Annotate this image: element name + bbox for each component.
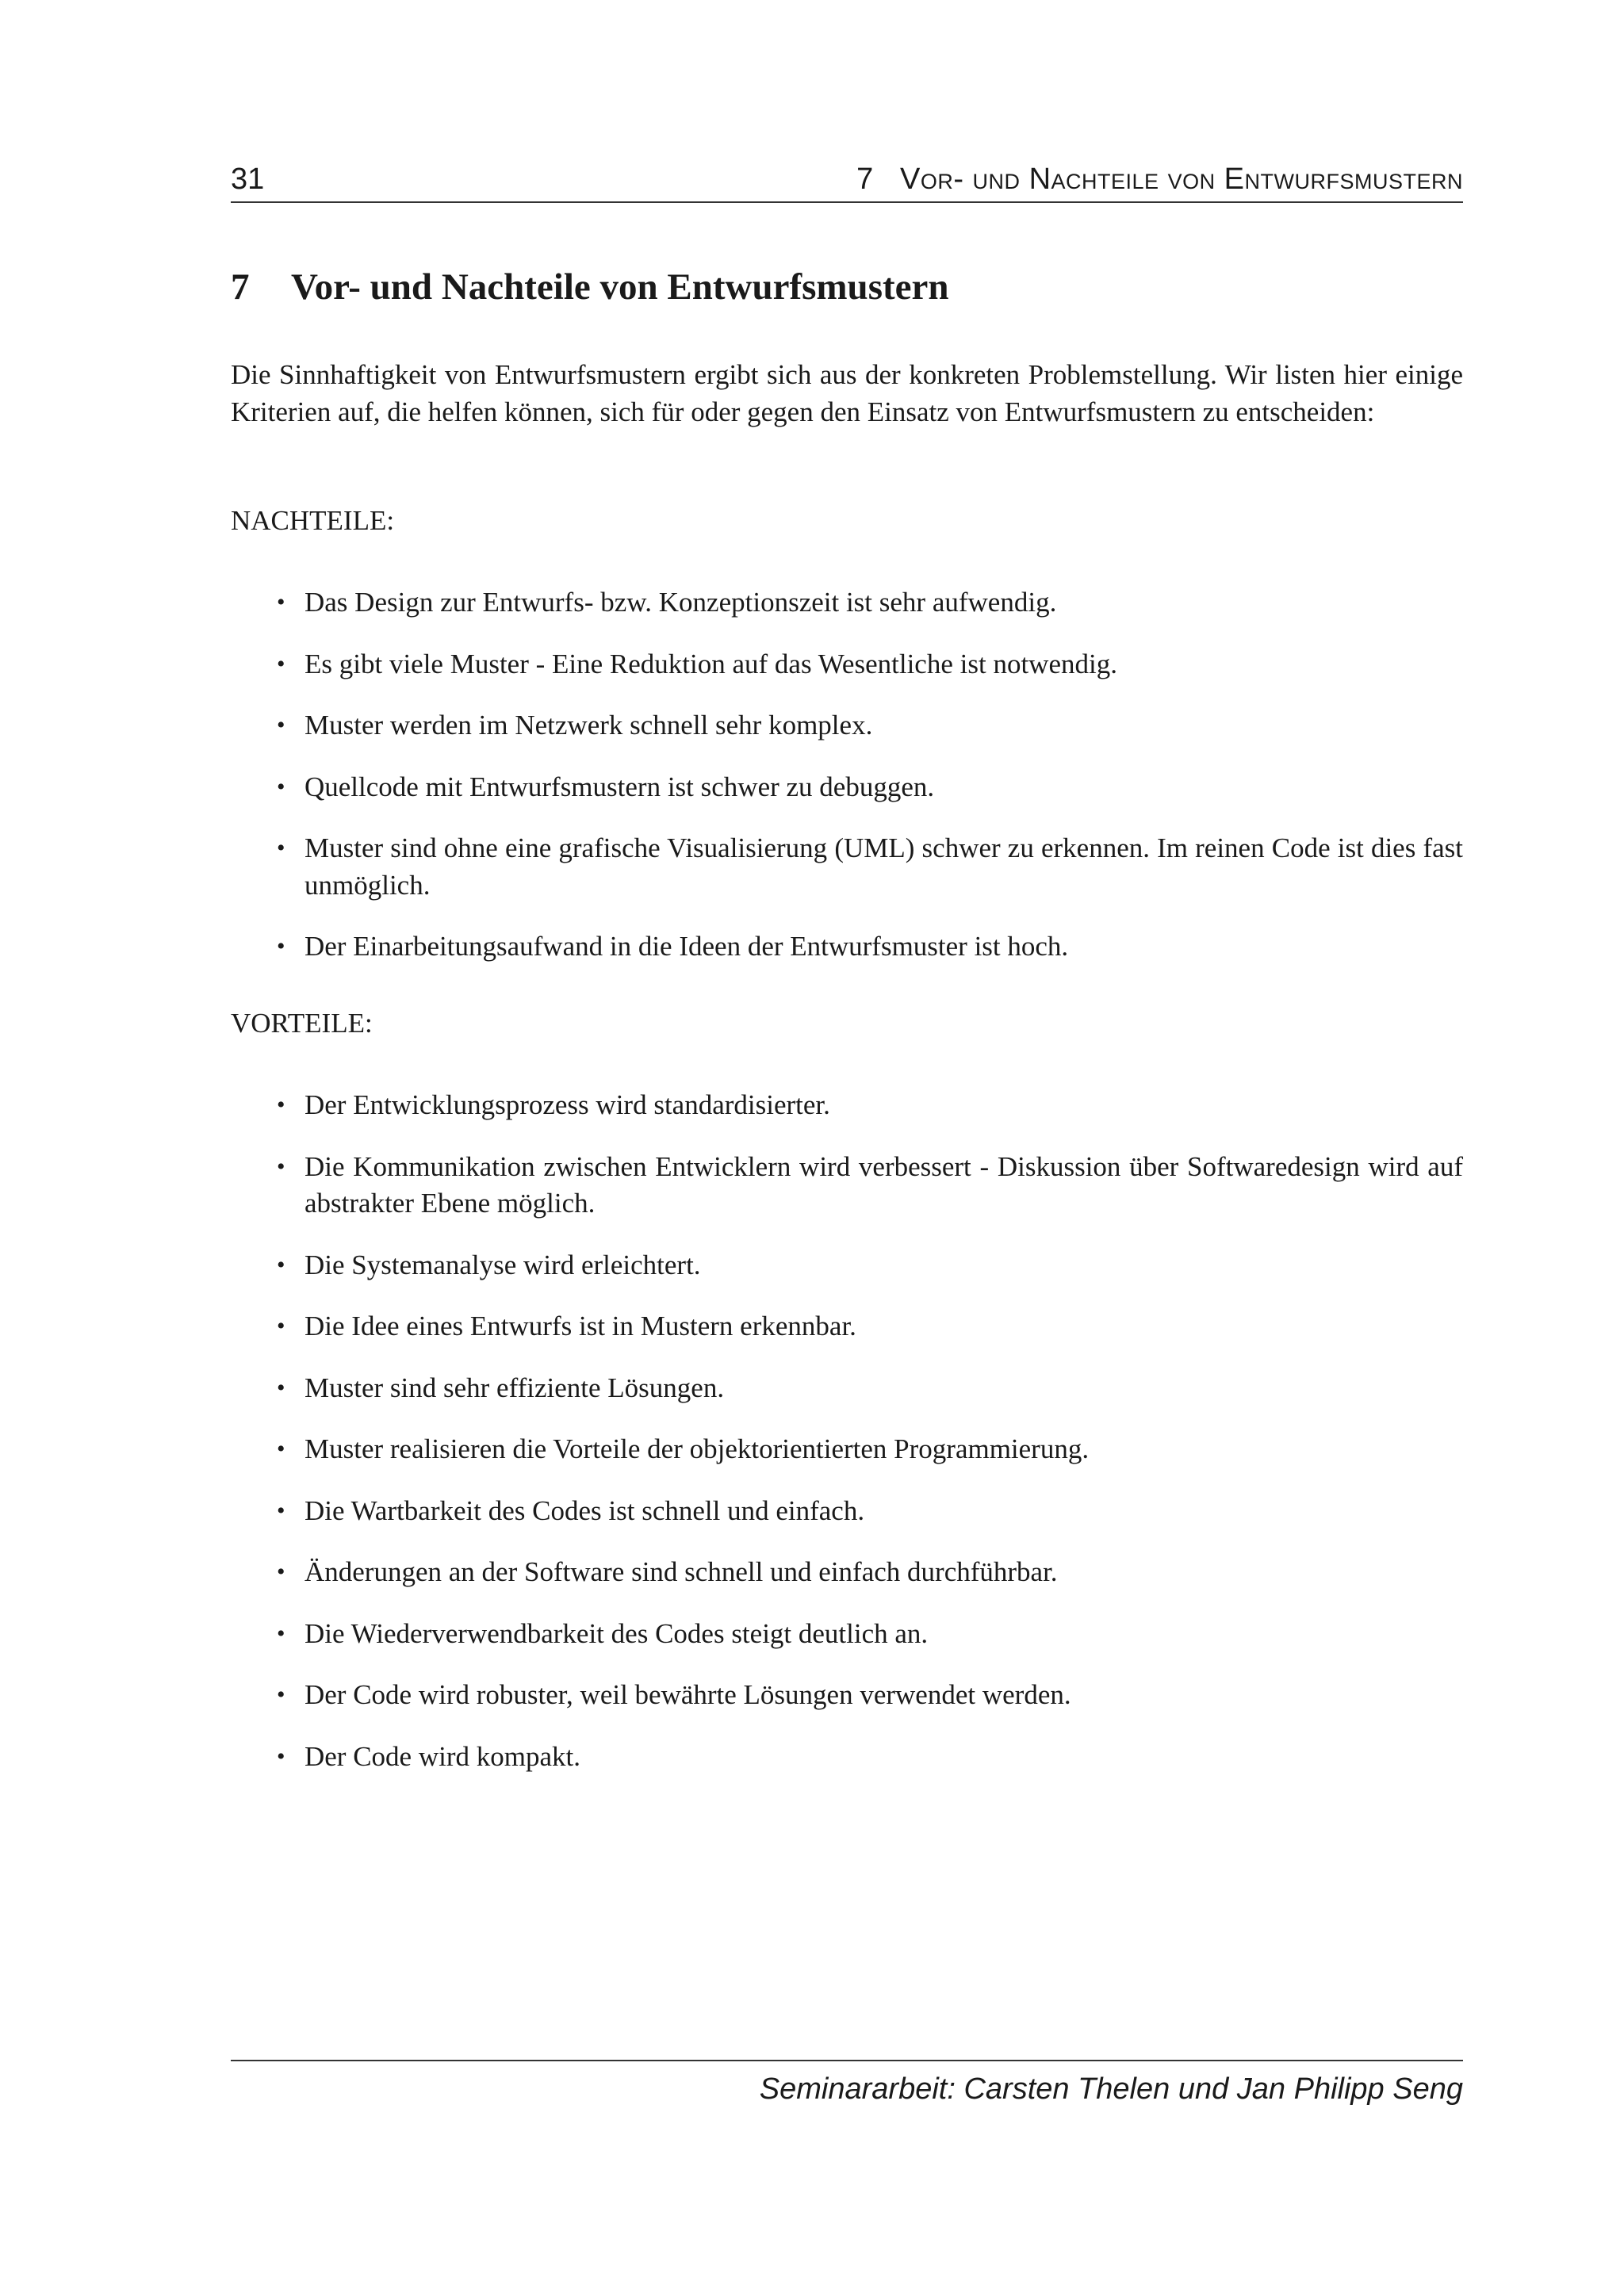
list-item-text: Der Entwicklungsprozess wird standardisierter. [304,1089,830,1120]
list-item [231,830,1463,904]
list-item-text: Muster realisieren die Vorteile der objektorientierten Programmierung. [304,1433,1090,1464]
list-item-text: Die Systemanalyse wird erleichtert. [304,1249,701,1280]
list-item [231,1308,1463,1345]
list-item [231,707,1463,744]
bullet-icon: • [277,933,285,959]
bullet-icon: • [277,1497,285,1524]
running-header-section-title: Vor- und Nachteile von Entwurfsmustern [899,163,1463,196]
list-item-text: Muster sind sehr effiziente Lösungen. [304,1372,725,1403]
list-item-text: Der Code wird robuster, weil bewährte Lösungen verwendet werden. [304,1679,1071,1710]
list-item [231,1087,1463,1124]
list-item [231,928,1463,966]
list-item [231,1677,1463,1714]
list-item-text: Es gibt viele Muster - Eine Reduktion auf das Wesentliche ist notwendig. [304,648,1117,679]
bullet-icon: • [277,773,285,800]
list-item-text: Muster werden im Netzwerk schnell sehr komplex. [304,710,873,740]
bullet-icon: • [277,835,285,861]
section-number: 7 [231,266,250,308]
list-item [231,1616,1463,1653]
bullet-icon: • [277,712,285,738]
nachteile-label: NACHTEILE: [231,505,395,536]
list-item-text: Änderungen an der Software sind schnell und einfach durchführbar. [304,1556,1058,1587]
list-item-text: Die Kommunikation zwischen Entwicklern wird verbessert - Diskussion über Softwaredesign wird auf abstrakter Ebene möglich. [304,1150,1463,1219]
list-item [231,1370,1463,1407]
bullet-icon: • [277,1092,285,1118]
list-item-text: Muster sind ohne eine grafische Visualisierung (UML) schwer zu erkennen. Im reinen Code ist dies fast unmöglich. [304,832,1463,901]
footer-text: Seminararbeit: Carsten Thelen und Jan Philipp Seng [759,2072,1463,2106]
list-item [231,584,1463,622]
list-item-text: Quellcode mit Entwurfsmustern ist schwer zu debuggen. [304,771,935,802]
bullet-icon: • [277,1251,285,1278]
nachteile-list [231,584,1463,990]
list-item-text: Der Code wird kompakt. [304,1740,580,1772]
section-heading [231,262,1463,312]
bullet-icon: • [277,1374,285,1401]
vorteile-label: VORTEILE: [231,1008,373,1039]
bullet-icon: • [277,1313,285,1339]
intro-paragraph: Die Sinnhaftigkeit von Entwurfsmustern ergibt sich aus der konkreten Problemstellung. Wir listen hier einige Kriterien auf, die helfen können, sich für oder gegen den Einsatz von Entwurfsmustern zu entscheiden: [231,359,1463,427]
bullet-icon: • [277,1682,285,1708]
list-item [231,1739,1463,1776]
list-item-text: Der Einarbeitungsaufwand in die Ideen der Entwurfsmuster ist hoch. [304,931,1069,962]
list-item [231,1247,1463,1284]
bullet-icon: • [277,650,285,677]
bullet-icon: • [277,589,285,615]
list-item-text: Die Wiederverwendbarkeit des Codes steigt deutlich an. [304,1617,929,1649]
header-rule [231,201,1463,203]
bullet-icon: • [277,1743,285,1770]
running-header-section-number: 7 [856,163,874,196]
list-item [231,1431,1463,1468]
list-item [231,1493,1463,1530]
section-title: Vor- und Nachteile von Entwurfsmustern [291,266,949,308]
list-item-text: Die Wartbarkeit des Codes ist schnell und einfach. [304,1494,865,1526]
bullet-icon: • [277,1153,285,1180]
list-item [231,1149,1463,1223]
list-item [231,646,1463,683]
running-header [231,163,1463,201]
bullet-icon: • [277,1620,285,1647]
list-item-text: Die Idee eines Entwurfs ist in Mustern erkennbar. [304,1311,856,1341]
footer-rule [231,2060,1463,2061]
bullet-icon: • [277,1436,285,1462]
vorteile-list [231,1087,1463,1800]
running-header-title [856,163,1463,197]
page-number: 31 [231,163,265,196]
list-item [231,769,1463,806]
bullet-icon: • [277,1559,285,1585]
list-item [231,1554,1463,1591]
list-item-text: Das Design zur Entwurfs- bzw. Konzeptionszeit ist sehr aufwendig. [304,587,1057,618]
